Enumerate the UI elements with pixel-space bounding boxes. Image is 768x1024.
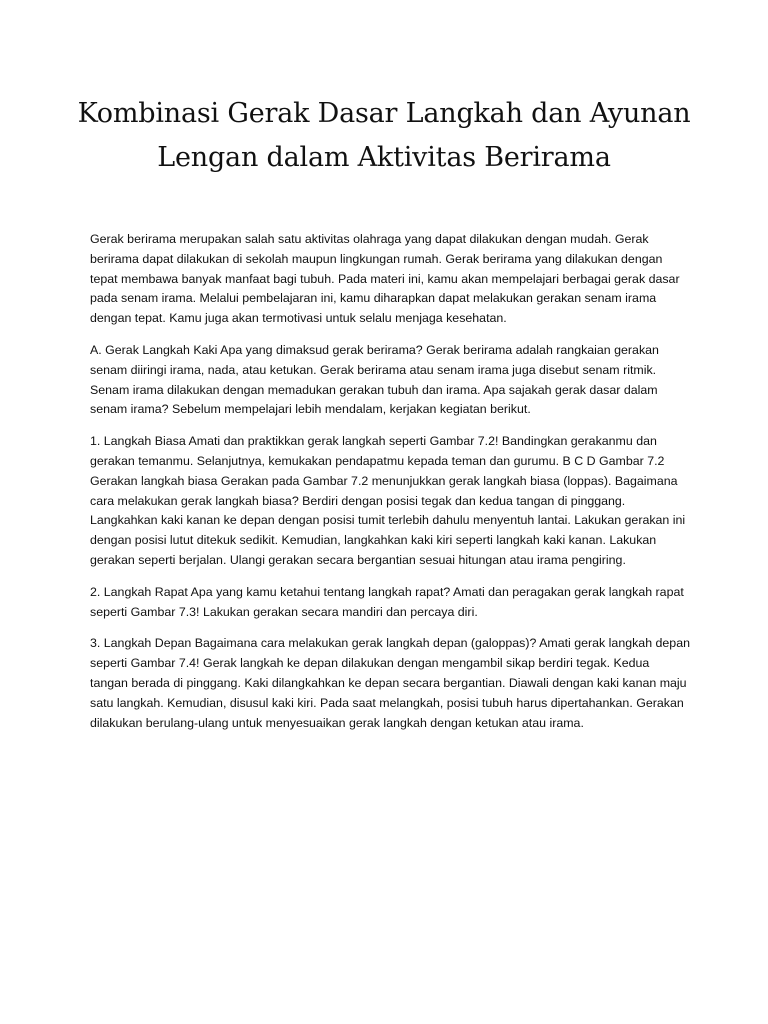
paragraph-langkah-depan: 3. Langkah Depan Bagaimana cara melakukan gerak langkah depan (galoppas)? Amati gerak langkah depan seperti Gambar 7.4! Gerak langkah ke depan dilakukan dengan mengambil sikap berdiri tegak. Kedua tangan berada di pinggang. Kaki dilangkahkan ke depan secara bergantian. Diawali dengan kaki kanan maju satu langkah. Kemudian, disusul kaki kiri. Pada saat melangkah, posisi tubuh harus dipertahankan. Gerakan dilakukan berulang-ulang untuk menyesuaikan gerak langkah dengan ketukan atau irama. <box>90 636 690 730</box>
paragraph-langkah-biasa: 1. Langkah Biasa Amati dan praktikkan gerak langkah seperti Gambar 7.2! Bandingkan gerakanmu dan gerakan temanmu. Selanjutnya, kemukakan pendapatmu kepada teman dan gurumu. B C D Gambar 7.2 Gerakan langkah biasa Gerakan pada Gambar 7.2 menunjukkan gerak langkah biasa (loppas). Bagaimana cara melakukan gerak langkah biasa? Berdiri dengan posisi tegak dan kedua tangan di pinggang. Langkahkan kaki kanan ke depan dengan posisi tumit terlebih dahulu menyentuh lantai. Lakukan gerakan ini dengan posisi lutut ditekuk sedikit. Kemudian, langkahkan kaki kiri seperti langkah kaki kanan. Lakukan gerakan seperti berjalan. Ulangi gerakan secara bergantian sesuai hitungan atau irama pengiring. <box>90 434 686 567</box>
paragraph-intro: Gerak berirama merupakan salah satu aktivitas olahraga yang dapat dilakukan dengan mudah. Gerak berirama dapat dilakukan di sekolah maupun lingkungan rumah. Gerak berirama yang dilakukan dengan tepat membawa banyak manfaat bagi tubuh. Pada materi ini, kamu akan mempelajari berbagai gerak dasar pada senam irama. Melalui pembelajaran ini, kamu diharapkan dapat melakukan gerakan senam irama dengan tepat. Kamu juga akan termotivasi untuk selalu menjaga kesehatan. <box>90 232 680 326</box>
document-title: Kombinasi Gerak Dasar Langkah dan Ayunan Lengan dalam Aktivitas Berirama <box>77 98 691 173</box>
paragraph-langkah-rapat: 2. Langkah Rapat Apa yang kamu ketahui tentang langkah rapat? Amati dan peragakan gerak langkah rapat seperti Gambar 7.3! Lakukan gerakan secara mandiri dan percaya diri. <box>90 584 684 619</box>
paragraph-section-a: A. Gerak Langkah Kaki Apa yang dimaksud gerak berirama? Gerak berirama adalah rangkaian gerakan senam diiringi irama, nada, atau ketukan. Gerak berirama atau senam irama juga disebut senam ritmik. Senam irama dilakukan dengan memadukan gerakan tubuh dan irama. Apa sajakah gerak dasar dalam senam irama? Sebelum mempelajari lebih mendalam, kerjakan kegiatan berikut. <box>90 342 659 417</box>
document-body <box>90 230 690 745</box>
